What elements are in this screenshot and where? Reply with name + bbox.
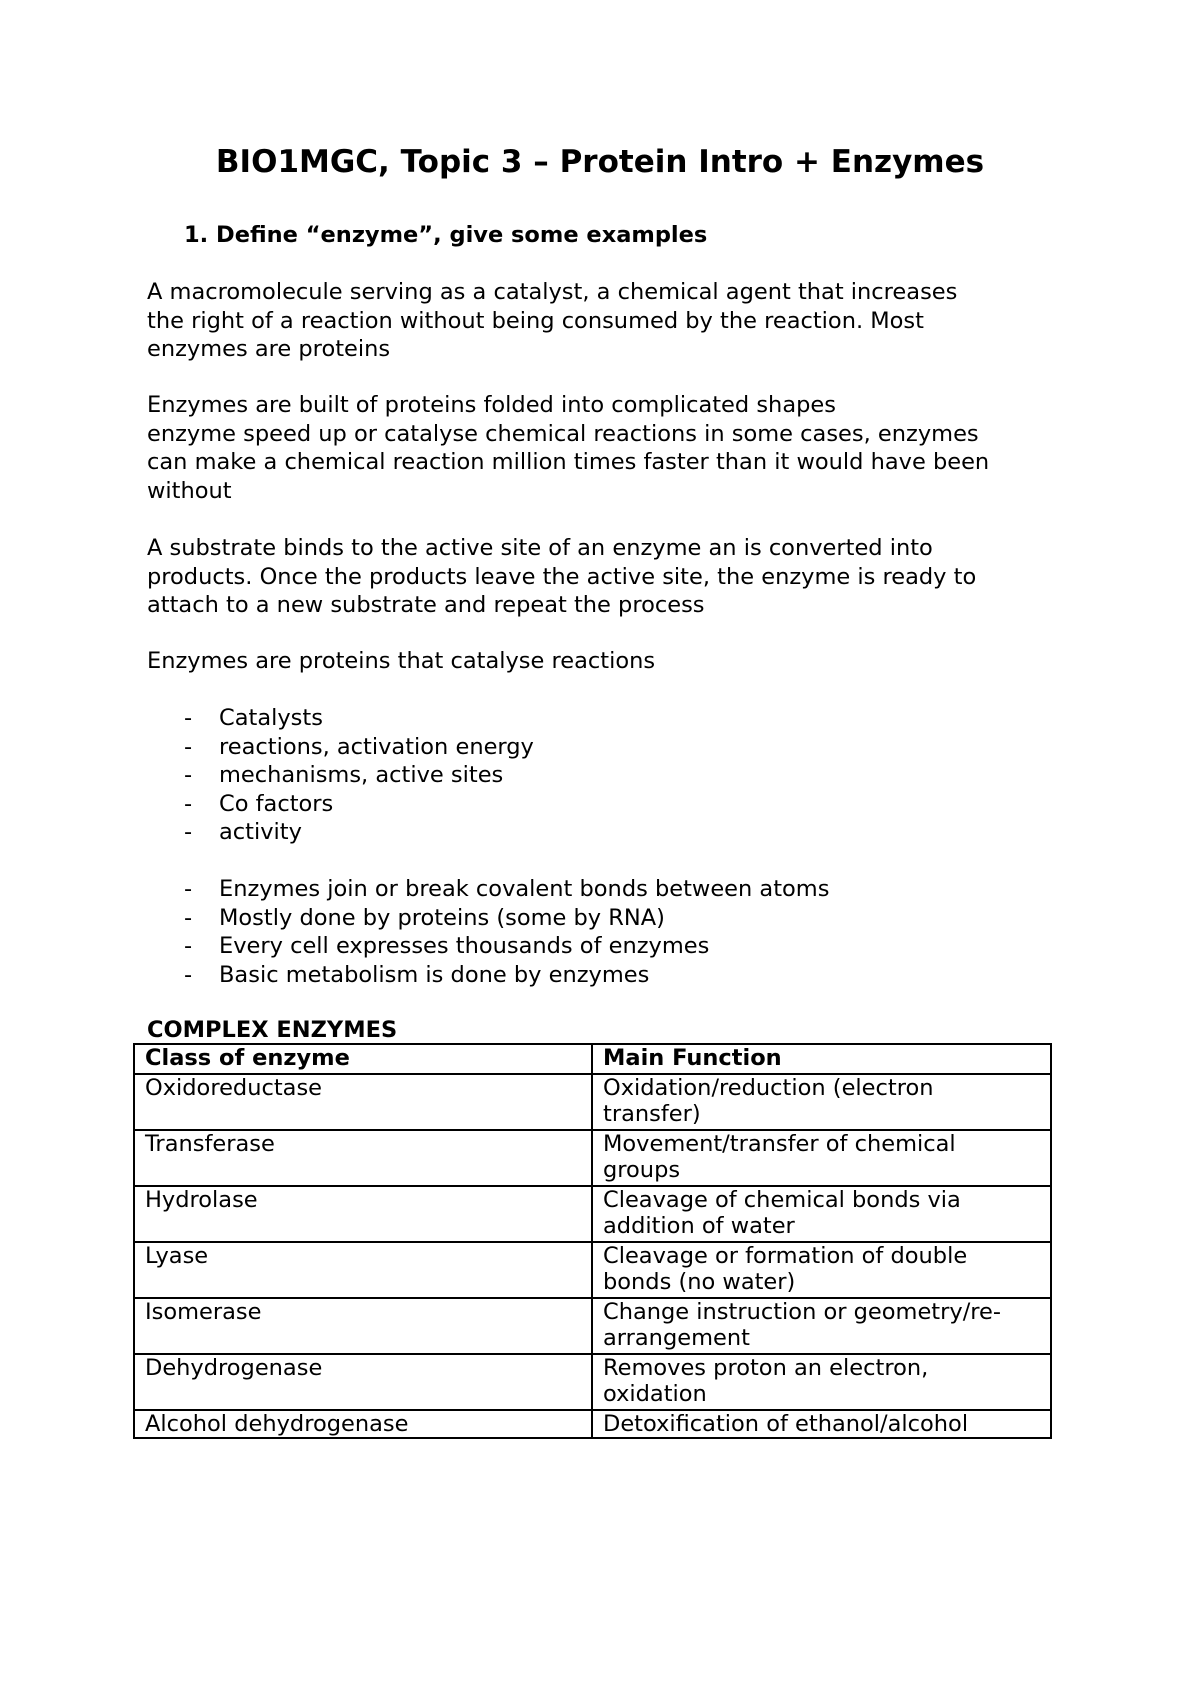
cell-line: oxidation: [603, 1381, 707, 1407]
table-row: [134, 1186, 1051, 1242]
bullet-dash: -: [184, 876, 193, 902]
cell-line: bonds (no water): [603, 1269, 796, 1295]
text-line: products. Once the products leave the active site, the enzyme is ready to: [147, 563, 977, 590]
table-row: [134, 1130, 1051, 1186]
text-line: attach to a new substrate and repeat the process: [147, 592, 705, 618]
cell-line: transfer): [603, 1101, 701, 1127]
function-cell: [592, 1074, 1051, 1130]
paragraph-substrate: [147, 534, 1077, 620]
list-item: [147, 733, 534, 762]
list-item: [147, 961, 829, 990]
list-item-text: activity: [219, 819, 302, 845]
column-header-class: Class of enzyme: [134, 1044, 592, 1074]
function-cell: [592, 1298, 1051, 1354]
cell-line: Cleavage of chemical bonds via: [603, 1187, 961, 1213]
cell-line: Change instruction or geometry/re-: [603, 1299, 1001, 1325]
enzyme-class-cell: Oxidoreductase: [134, 1074, 592, 1130]
cell-line: Cleavage or formation of double: [603, 1243, 968, 1269]
text-line: enzyme speed up or catalyse chemical reactions in some cases, enzymes: [147, 420, 979, 447]
cell-line: Detoxification of ethanol/alcohol: [603, 1411, 969, 1437]
list-item: [147, 761, 534, 790]
bullet-dash: -: [184, 733, 193, 760]
enzyme-class-cell: Alcohol dehydrogenase: [134, 1410, 592, 1438]
list-item: [147, 790, 534, 819]
cell-line: arrangement: [603, 1325, 750, 1351]
table-row: [134, 1298, 1051, 1354]
page-title: BIO1MGC, Topic 3 – Protein Intro + Enzymes: [215, 144, 985, 180]
list-item-text: mechanisms, active sites: [219, 762, 504, 788]
text-line: Enzymes are built of proteins folded into complicated shapes: [147, 392, 836, 418]
text-line: can make a chemical reaction million times faster than it would have been: [147, 449, 990, 475]
cell-line: groups: [603, 1157, 681, 1183]
bullet-dash: -: [184, 705, 193, 731]
text-line: the right of a reaction without being consumed by the reaction. Most: [147, 307, 924, 334]
list-item: [147, 904, 829, 933]
enzyme-class-cell: Hydrolase: [134, 1186, 592, 1242]
list-item: [147, 704, 534, 733]
cell-line: Oxidation/reduction (electron: [603, 1075, 934, 1101]
text-line: without: [147, 477, 232, 504]
text-line: enzymes are proteins: [147, 336, 391, 362]
facts-bullet-list: [147, 875, 829, 989]
table-row: [134, 1242, 1051, 1298]
list-item-text: reactions, activation energy: [219, 733, 534, 760]
question-heading: 1. Define “enzyme”, give some examples: [184, 222, 708, 248]
list-item-text: Co factors: [219, 790, 334, 817]
list-item-text: Basic metabolism is done by enzymes: [219, 961, 650, 988]
list-item: [147, 932, 829, 961]
list-item: [147, 818, 534, 847]
bullet-dash: -: [184, 819, 193, 845]
table-row: [134, 1354, 1051, 1410]
list-item-text: Mostly done by proteins (some by RNA): [219, 904, 665, 931]
cell-line: Movement/transfer of chemical: [603, 1131, 956, 1157]
table-header-row: [134, 1044, 1051, 1074]
list-item-text: Every cell expresses thousands of enzymes: [219, 933, 710, 959]
column-header-function: Main Function: [592, 1044, 1051, 1074]
list-item-text: Enzymes join or break covalent bonds between atoms: [219, 876, 830, 902]
paragraph-definition: [147, 278, 1077, 364]
function-cell: [592, 1130, 1051, 1186]
bullet-dash: -: [184, 904, 193, 931]
bullet-dash: -: [184, 933, 193, 959]
bullet-dash: -: [184, 762, 193, 788]
function-cell: [592, 1242, 1051, 1298]
table-row: [134, 1410, 1051, 1438]
enzyme-table: [133, 1043, 1052, 1439]
cell-line: addition of water: [603, 1213, 795, 1239]
text-line: A substrate binds to the active site of an enzyme an is converted into: [147, 535, 933, 561]
paragraph-summary: [147, 647, 1077, 676]
enzyme-class-cell: Dehydrogenase: [134, 1354, 592, 1410]
table-heading: COMPLEX ENZYMES: [147, 1017, 398, 1043]
enzyme-class-cell: Transferase: [134, 1130, 592, 1186]
list-item-text: Catalysts: [219, 705, 323, 731]
bullet-dash: -: [184, 961, 193, 988]
bullet-dash: -: [184, 790, 193, 817]
paragraph-structure: [147, 391, 1077, 505]
function-cell: [592, 1354, 1051, 1410]
function-cell: [592, 1186, 1051, 1242]
list-item: [147, 875, 829, 904]
function-cell: [592, 1410, 1051, 1438]
text-line: Enzymes are proteins that catalyse reactions: [147, 648, 656, 674]
topics-bullet-list: [147, 704, 534, 847]
enzyme-class-cell: Isomerase: [134, 1298, 592, 1354]
enzyme-class-cell: Lyase: [134, 1242, 592, 1298]
text-line: A macromolecule serving as a catalyst, a chemical agent that increases: [147, 279, 958, 305]
table-row: [134, 1074, 1051, 1130]
cell-line: Removes proton an electron,: [603, 1355, 929, 1381]
